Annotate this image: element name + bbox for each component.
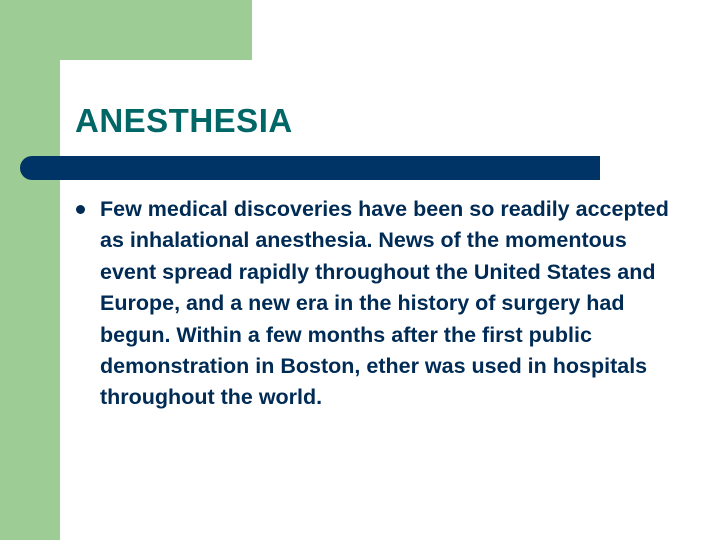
accent-bar-top [0,0,252,60]
accent-bar-left [0,0,60,540]
slide-title: ANESTHESIA [75,102,293,139]
bullet-dot-icon [76,205,85,214]
bullet-item [76,194,676,414]
bullet-list [76,194,676,414]
bullet-text: Few medical discoveries have been so readily accepted as inhalational anesthesia. News of the momentous event spread rapidly throughout the United States and Europe, and a new era in the history of surgery had begun. Within a few months after the first public demonstration in Boston, ether was used in hospitals throughout the world. [100,197,669,410]
title-divider [20,156,600,180]
